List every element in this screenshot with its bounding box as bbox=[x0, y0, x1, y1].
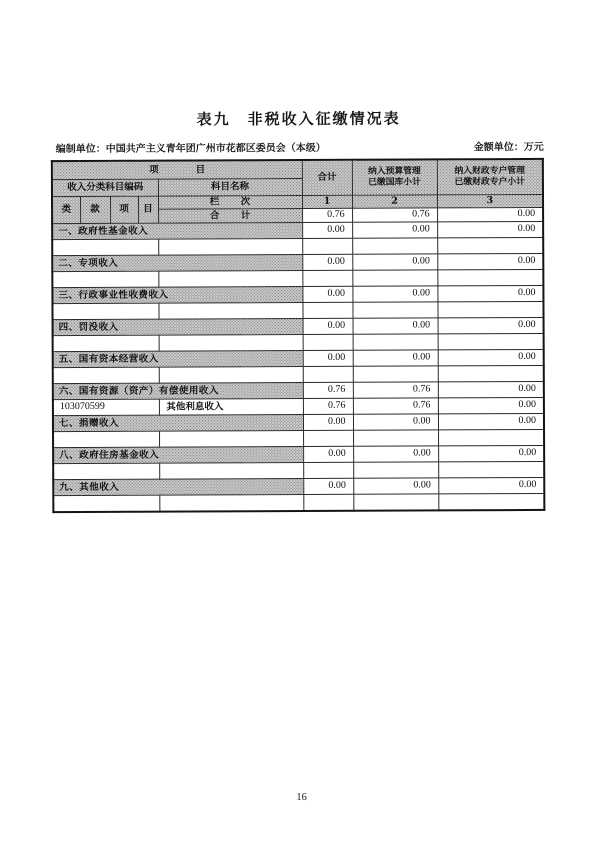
value-cell: 0.00 bbox=[303, 414, 353, 430]
empty-code-cell bbox=[52, 271, 158, 287]
category-label-cell: 九、其他收入 bbox=[53, 478, 303, 495]
empty-code-cell bbox=[52, 239, 158, 255]
grand-total-label-cell: 合 计 bbox=[158, 208, 302, 223]
value-cell: 0.00 bbox=[302, 222, 352, 238]
header-row-project bbox=[52, 159, 543, 180]
category-label-cell: 八、政府住房基金收入 bbox=[53, 446, 303, 463]
value-cell: 0.00 bbox=[438, 381, 544, 397]
value-cell: 0.76 bbox=[303, 398, 353, 414]
empty-value-cell bbox=[302, 238, 352, 254]
empty-code-cell bbox=[53, 335, 159, 351]
header-column-row-label-cell: 栏 次 bbox=[158, 195, 302, 209]
value-cell: 0.00 bbox=[353, 446, 438, 462]
category-label-cell: 二、专项收入 bbox=[52, 254, 302, 271]
empty-value-cell bbox=[303, 494, 353, 511]
empty-code-cell bbox=[53, 495, 159, 512]
empty-value-cell bbox=[438, 493, 544, 510]
empty-value-cell bbox=[303, 462, 353, 478]
grand-total-value-cell: 0.76 bbox=[352, 208, 437, 222]
subject-name-cell: 其他利息收入 bbox=[159, 398, 303, 415]
value-cell: 0.00 bbox=[438, 445, 544, 461]
empty-value-cell bbox=[438, 429, 544, 445]
header-subject-name-cell: 科目名称 bbox=[158, 178, 302, 196]
empty-value-cell bbox=[353, 494, 438, 511]
subject-code-cell: 103070599 bbox=[53, 399, 159, 415]
header-subitem-cell: 目 bbox=[138, 196, 158, 223]
empty-value-cell bbox=[353, 302, 438, 318]
empty-name-cell bbox=[158, 238, 302, 255]
amount-unit-text: 金额单位：万元 bbox=[473, 141, 544, 154]
empty-value-cell bbox=[352, 270, 437, 286]
header-section-cell: 款 bbox=[80, 196, 110, 223]
empty-value-cell bbox=[303, 334, 353, 350]
value-cell: 0.00 bbox=[352, 222, 437, 238]
empty-value-cell bbox=[352, 238, 437, 254]
empty-value-cell bbox=[438, 301, 544, 317]
empty-value-cell bbox=[302, 270, 352, 286]
category-label-cell: 六、国有资源（资产）有偿使用收入 bbox=[53, 382, 303, 399]
value-cell: 0.00 bbox=[352, 286, 437, 302]
grand-total-value-cell: 0.00 bbox=[437, 207, 543, 221]
empty-name-cell bbox=[159, 430, 303, 447]
prepared-by-text: 编制单位：中国共产主义青年团广州市花都区委员会（本级） bbox=[55, 142, 326, 156]
empty-name-cell bbox=[159, 334, 303, 351]
value-cell: 0.00 bbox=[353, 414, 438, 430]
empty-value-cell bbox=[438, 461, 544, 477]
value-cell: 0.76 bbox=[353, 382, 438, 398]
value-cell: 0.00 bbox=[353, 478, 438, 494]
empty-value-cell bbox=[303, 302, 353, 318]
empty-value-cell bbox=[437, 269, 543, 285]
value-cell: 0.00 bbox=[437, 253, 543, 269]
category-label-cell: 四、罚没收入 bbox=[53, 318, 303, 335]
empty-value-cell bbox=[438, 333, 544, 349]
empty-name-cell bbox=[159, 494, 303, 511]
header-code-group-cell: 收入分类科目编码 bbox=[52, 179, 158, 196]
empty-code-cell bbox=[53, 463, 159, 479]
value-cell: 0.00 bbox=[302, 286, 352, 302]
empty-value-cell bbox=[437, 237, 543, 253]
empty-code-cell bbox=[53, 431, 159, 447]
empty-code-cell bbox=[52, 303, 158, 319]
header-project-cell: 项 目 bbox=[52, 160, 302, 180]
empty-name-cell bbox=[158, 302, 302, 319]
value-cell: 0.00 bbox=[303, 446, 353, 462]
column-index-2-cell: 2 bbox=[352, 195, 437, 208]
value-cell: 0.00 bbox=[438, 397, 544, 413]
empty-value-cell bbox=[353, 430, 438, 446]
value-cell: 0.00 bbox=[438, 349, 544, 365]
page-number: 16 bbox=[296, 791, 307, 804]
category-label-cell: 三、行政事业性收费收入 bbox=[52, 286, 302, 303]
page-title: 表九 非税收入征缴情况表 bbox=[196, 109, 401, 129]
empty-name-cell bbox=[159, 366, 303, 383]
column-index-1-cell: 1 bbox=[302, 195, 352, 208]
header-total-col-cell: 合计 bbox=[302, 160, 352, 196]
grand-total-value-cell: 0.76 bbox=[302, 208, 352, 222]
table-data-body bbox=[52, 221, 544, 512]
value-cell: 0.00 bbox=[353, 350, 438, 366]
value-cell: 0.00 bbox=[438, 477, 544, 493]
empty-value-cell bbox=[353, 366, 438, 382]
empty-value-cell bbox=[303, 430, 353, 446]
value-cell: 0.00 bbox=[352, 254, 437, 270]
value-cell: 0.00 bbox=[438, 413, 544, 429]
category-label-cell: 一、政府性基金收入 bbox=[52, 222, 302, 239]
nontax-revenue-table bbox=[51, 158, 546, 513]
value-cell: 0.00 bbox=[438, 317, 544, 333]
table-header-body bbox=[52, 159, 543, 224]
empty-value-cell bbox=[303, 366, 353, 382]
value-cell: 0.00 bbox=[303, 318, 353, 334]
empty-name-cell bbox=[159, 462, 303, 479]
header-class-cell: 类 bbox=[52, 196, 80, 223]
header-item-cell: 项 bbox=[110, 196, 138, 223]
empty-name-cell bbox=[158, 270, 302, 287]
value-cell: 0.00 bbox=[437, 285, 543, 301]
column-index-3-cell: 3 bbox=[437, 194, 543, 207]
empty-row bbox=[53, 493, 544, 512]
empty-value-cell bbox=[438, 365, 544, 381]
value-cell: 0.76 bbox=[303, 382, 353, 398]
value-cell: 0.00 bbox=[303, 350, 353, 366]
category-label-cell: 五、国有资本经营收入 bbox=[53, 350, 303, 367]
value-cell: 0.00 bbox=[437, 221, 543, 237]
meta-line bbox=[56, 138, 544, 155]
category-label-cell: 七、捐赠收入 bbox=[53, 414, 303, 431]
value-cell: 0.76 bbox=[353, 398, 438, 414]
header-fiscal-account-col-cell: 纳入财政专户管理 已缴财政专户小计 bbox=[437, 159, 543, 195]
empty-value-cell bbox=[353, 334, 438, 350]
value-cell: 0.00 bbox=[353, 318, 438, 334]
empty-value-cell bbox=[353, 462, 438, 478]
value-cell: 0.00 bbox=[302, 254, 352, 270]
value-cell: 0.00 bbox=[303, 478, 353, 494]
header-treasury-col-cell: 纳入预算管理 已缴国库小计 bbox=[352, 159, 437, 195]
empty-code-cell bbox=[53, 367, 159, 383]
